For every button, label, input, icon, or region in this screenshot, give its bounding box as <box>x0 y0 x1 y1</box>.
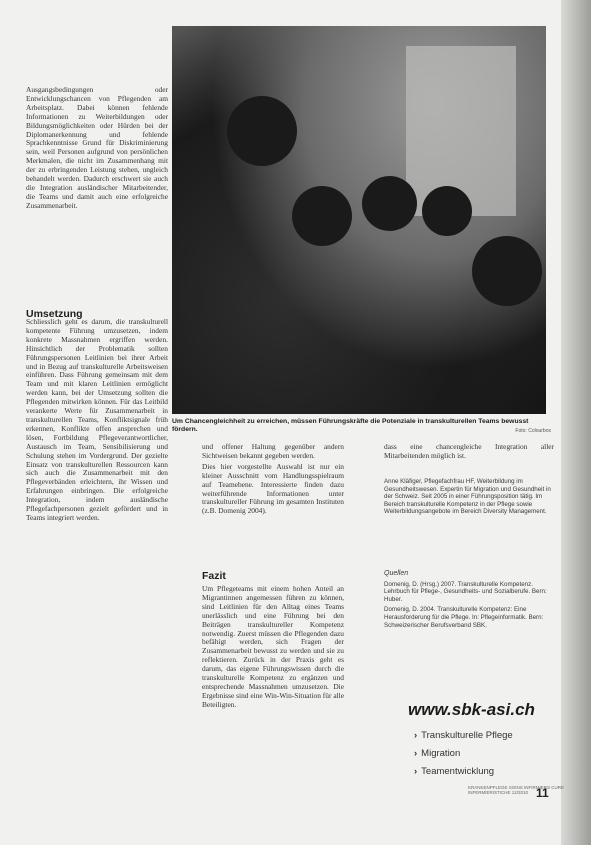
source-entry: Domenig, D. 2004. Transkulturelle Kompetenz: Eine Herausforderung für die Pflege. In: Pflegeinformatik. Bern: Schweizerischer Berufsverband SBK. <box>384 606 544 629</box>
body-text-col3 <box>384 443 554 463</box>
paragraph: dass eine chancengleiche Integration aller Mitarbeitenden möglich ist. <box>384 442 554 460</box>
body-text-col1-bottom <box>26 318 168 525</box>
photo-person <box>292 186 352 246</box>
website-link[interactable]: www.sbk-asi.ch <box>408 700 535 719</box>
photo-person <box>362 176 417 231</box>
paragraph: und offener Haltung gegenüber andern Sichtweisen bekannt gegeben werden. <box>202 442 344 460</box>
sources-heading: Quellen <box>384 570 409 577</box>
arrow-right-icon: › <box>414 766 418 777</box>
body-text-col1-top <box>26 86 168 213</box>
sources-block <box>384 570 554 632</box>
photo-person <box>472 236 542 306</box>
body-text-col2-fazit <box>202 585 344 712</box>
topic-links <box>414 730 513 784</box>
paragraph: Dies hier vorgestellte Auswahl ist nur ein kleiner Ausschnitt vom Handlungsspielraum auf Teamebene. Interessierte finden dazu weiterführende Informationen unter transkultureller Führung im gesamten Instituten (z.B. Domenig 2004). <box>202 461 344 516</box>
footer-journal-info: KRANKENPFLEGE SOINS INFIRMIERS CURE INFERMIERISTICHE 12/2010 <box>468 785 565 795</box>
paragraph: Um Pflegeteams mit einem hohen Anteil an Migrantinnen angemessen führen zu können, sind Leitlinien für den Alltag eines Teams unerlässlich und eine Führung bei den Beiträgen transkultureller Kompetenz notwendig. Zuerst müssen die Pflegenden dazu befähigt werden, sich Fragen der Zusammenarbeit bewusst zu werden und sie zu reflektieren. Zurück in der Praxis geht es darum, das eigene Führungswissen durch die transkulturelle Kompetenz zu ergänzen und entsprechende Massnahmen umzusetzen. Die Ergebnisse sind eine Win-Win-Situation für alle Beteiligten. <box>202 584 344 709</box>
topic-link-teamentwicklung[interactable]: › Teamentwicklung <box>414 766 495 777</box>
topic-link-migration[interactable]: › Migration <box>414 748 461 759</box>
source-entry: Domenig, D. (Hrsg.) 2007. Transkulturelle Kompetenz. Lehrbuch für Pflege-, Gesundheits- und Sozialberufe. Bern: Huber. <box>384 580 547 603</box>
scan-edge-shadow <box>561 0 591 845</box>
arrow-right-icon: › <box>414 748 418 759</box>
paragraph: Ausgangsbedingungen oder Entwicklungschancen von Pflegenden am Arbeitsplatz. Dabei können fehlende Informationen zu Weiterbildungen oder Bildungsmöglichkeiten oder Hürden bei der Diplomanerkennung und fehlende Sprachkenntnisse Grund für Diskriminierung sein, weil Personen aufgrund von persönlichen Merkmalen, die nicht im Zusammenhang mit der zu erbringenden Leistung stehen, ungleich behandelt werden. Dadurch erschwert sie auch die Integration ausländischer Mitarbeitender, die Teams und damit auch eine erfolgreiche Zusammenarbeit. <box>26 85 168 210</box>
arrow-right-icon: › <box>414 730 418 741</box>
team-photo <box>172 26 546 414</box>
photo-credit: Foto: Colourbox <box>515 428 551 434</box>
photo-person <box>227 96 297 166</box>
photo-caption: Um Chancengleichheit zu erreichen, müssen Führungskräfte die Potenziale in transkulturellen Teams bewusst fördern. <box>172 418 529 433</box>
page-number: 11 <box>536 786 549 800</box>
section-heading-fazit: Fazit <box>202 570 226 582</box>
section-heading-umsetzung: Umsetzung <box>26 308 83 320</box>
photo-person <box>422 186 472 236</box>
author-bio: Anne Kläfiger, Pflegefachfrau HF, Weiterbildung im Gesundheitswesen. Expertin für Migration und Gesundheit in der Schweiz. Seit 2005 in einer Führungsposition tätig. Im Bereich transkulturelle Kompetenz in der Pflege sowie Weiterbildungsangebote im Bereich Diversity Management. <box>384 478 551 516</box>
paragraph: Schliesslich geht es darum, die transkulturell kompetente Führung umzusetzen, indem konkrete Massnahmen ergriffen werden. Hinsichtlich der Problematik sollten Führungspersonen Leitlinien bei ihrer Arbeit und in Bezug auf transkulturelle Arbeitsweisen einführen. Dass Führung gemeinsam mit dem Team und mit klaren Leitlinien ermöglicht werden kann, bei der Umsetzung sollten die Pflegenden mitwirken können. Für das Leitbild verankerte Werte für Zusammenarbeit in transkulturellen Teams, Konfliktsignale früh erkennen, Konflikte offen ansprechen und lösen, Fortbildung Pflegeverantwortlicher, Austausch im Team, Sensibilisierung und Schulung stehen im Vordergrund. Der gezielte Einsatz von transkulturellen Ressourcen kann sich auch die Zusammenarbeit mit den Pflegeverbänden erleichtern, ihr Wissen und Erfahrungen einbringen. Die erfolgreiche Integration, indem ausländische Pflegefachpersonen gezielt gefördert und in Teams integriert werden. <box>26 317 168 522</box>
body-text-col2 <box>202 443 344 518</box>
topic-link-transkulturelle-pflege[interactable]: › Transkulturelle Pflege <box>414 730 513 741</box>
